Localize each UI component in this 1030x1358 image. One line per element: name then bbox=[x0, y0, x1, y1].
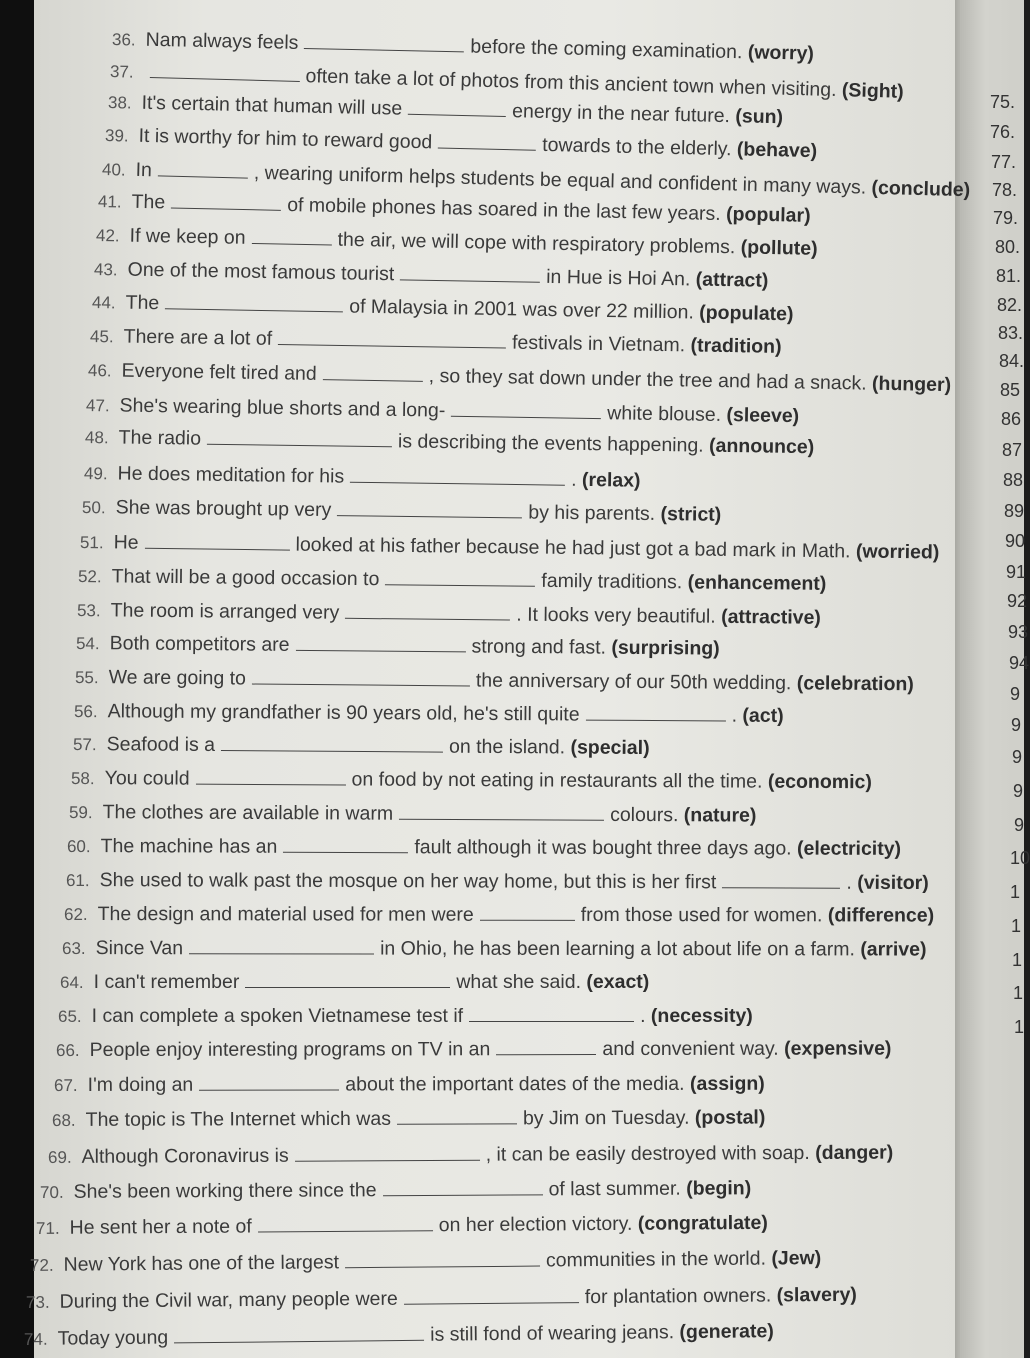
next-page-number: 82. bbox=[997, 295, 1023, 315]
answer-blank[interactable] bbox=[295, 1146, 480, 1162]
answer-blank[interactable] bbox=[245, 973, 450, 988]
next-page-number: 9 bbox=[1012, 747, 1023, 767]
question-number: 72. bbox=[29, 1255, 54, 1275]
question-number: 39. bbox=[104, 126, 129, 146]
answer-blank[interactable] bbox=[207, 430, 392, 448]
question-number: 36. bbox=[111, 30, 136, 50]
question-number: 47. bbox=[85, 396, 110, 416]
question-text-after: family traditions. bbox=[541, 569, 683, 594]
next-page-number: 10 bbox=[1010, 848, 1030, 868]
question-number: 53. bbox=[76, 601, 101, 621]
next-page-number: 87 bbox=[1002, 440, 1023, 460]
keyword-hint: (sleeve) bbox=[726, 404, 800, 428]
keyword-hint: (assign) bbox=[689, 1072, 765, 1095]
next-page-number: 9 bbox=[1014, 815, 1025, 835]
question-62 bbox=[64, 903, 934, 928]
question-number: 70. bbox=[39, 1182, 64, 1202]
question-number: 71. bbox=[35, 1218, 60, 1238]
question-text-before: She used to walk past the mosque on her way home, but this is her first bbox=[99, 869, 717, 894]
keyword-hint: (relax) bbox=[581, 468, 641, 492]
question-number: 46. bbox=[87, 361, 112, 381]
next-page-number: 1 bbox=[1011, 916, 1022, 936]
answer-blank[interactable] bbox=[258, 1216, 433, 1232]
question-text-after: , wearing uniform helps students be equal and confident in many ways. bbox=[253, 161, 867, 199]
question-text-after: colours. bbox=[610, 803, 679, 827]
answer-blank[interactable] bbox=[480, 906, 575, 921]
answer-blank[interactable] bbox=[345, 604, 510, 621]
keyword-hint: (hunger) bbox=[871, 372, 952, 397]
answer-blank[interactable] bbox=[283, 838, 408, 853]
answer-blank[interactable] bbox=[385, 570, 535, 587]
question-69 bbox=[48, 1142, 893, 1169]
question-text-before: Although my grandfather is 90 years old, he's still quite bbox=[107, 700, 580, 726]
question-text-before: It is worthy for him to reward good bbox=[138, 124, 433, 154]
answer-blank[interactable] bbox=[451, 402, 601, 419]
question-57 bbox=[73, 733, 650, 760]
keyword-hint: (attractive) bbox=[721, 605, 821, 629]
keyword-hint: (Jew) bbox=[771, 1247, 822, 1270]
question-text-after: white blouse. bbox=[607, 402, 722, 426]
question-number: 57. bbox=[72, 735, 97, 755]
answer-blank[interactable] bbox=[345, 1252, 540, 1269]
question-text-after: by Jim on Tuesday. bbox=[522, 1106, 690, 1130]
question-text-before: The bbox=[131, 190, 166, 214]
question-67 bbox=[54, 1073, 765, 1097]
next-page-number: 9 bbox=[1010, 684, 1021, 704]
question-text-after: of mobile phones has soared in the last few years. bbox=[286, 193, 721, 226]
question-text-after: about the important dates of the media. bbox=[345, 1072, 685, 1096]
question-number: 73. bbox=[25, 1292, 50, 1312]
next-page-number: 1 bbox=[1014, 1017, 1025, 1037]
question-number: 50. bbox=[81, 498, 106, 518]
question-number: 43. bbox=[93, 260, 118, 280]
keyword-hint: (surprising) bbox=[611, 636, 720, 660]
question-61 bbox=[66, 869, 929, 895]
keyword-hint: (arrive) bbox=[860, 938, 927, 961]
next-page-number: 1 bbox=[1010, 882, 1021, 902]
question-text-before: The radio bbox=[118, 426, 202, 450]
answer-blank[interactable] bbox=[196, 770, 346, 786]
answer-blank[interactable] bbox=[149, 63, 299, 82]
question-text-before: She was brought up very bbox=[115, 496, 332, 522]
question-text-before: You could bbox=[104, 767, 190, 790]
answer-blank[interactable] bbox=[252, 670, 470, 687]
answer-blank[interactable] bbox=[399, 805, 604, 821]
answer-blank[interactable] bbox=[304, 34, 464, 52]
next-page-number: 91 bbox=[1006, 562, 1027, 582]
answer-blank[interactable] bbox=[199, 1076, 339, 1091]
next-page-number: 78. bbox=[992, 180, 1018, 200]
next-page-number: 93 bbox=[1008, 622, 1029, 642]
question-text-after: on her election victory. bbox=[438, 1212, 633, 1237]
next-page-number: 9 bbox=[1011, 715, 1022, 735]
question-number: 52. bbox=[77, 567, 102, 587]
next-page bbox=[960, 0, 1027, 1358]
keyword-hint: (generate) bbox=[679, 1320, 774, 1344]
answer-blank[interactable] bbox=[383, 1180, 543, 1196]
question-text-after: on the island. bbox=[448, 735, 566, 759]
question-text-after: and convenient way. bbox=[602, 1037, 779, 1061]
next-page-number: 94 bbox=[1009, 653, 1030, 673]
question-text-after: is still fond of wearing jeans. bbox=[430, 1321, 675, 1346]
question-text-after: often take a lot of photos from this ancient town when visiting. bbox=[305, 65, 837, 102]
answer-blank[interactable] bbox=[221, 736, 443, 753]
next-page-number: 81. bbox=[996, 266, 1022, 286]
next-page-number: 88 bbox=[1003, 470, 1024, 490]
question-number: 55. bbox=[74, 668, 99, 688]
question-number: 69. bbox=[47, 1147, 72, 1167]
question-text-after: towards to the elderly. bbox=[541, 133, 732, 161]
question-text-after: festivals in Vietnam. bbox=[511, 331, 686, 357]
next-page-number: 76. bbox=[990, 122, 1016, 142]
keyword-hint: (congratulate) bbox=[637, 1211, 768, 1235]
next-page-number: 77. bbox=[991, 152, 1017, 172]
question-number: 61. bbox=[65, 871, 90, 891]
question-text-before: We are going to bbox=[108, 666, 247, 690]
answer-blank[interactable] bbox=[158, 161, 248, 178]
question-number: 62. bbox=[63, 905, 88, 925]
keyword-hint: (strict) bbox=[660, 503, 722, 526]
question-number: 41. bbox=[97, 192, 122, 212]
question-number: 45. bbox=[89, 327, 114, 347]
question-text-before: Seafood is a bbox=[106, 733, 216, 756]
question-text-after: in Hue is Hoi An. bbox=[546, 265, 691, 291]
question-text-before: People enjoy interesting programs on TV in an bbox=[89, 1038, 491, 1061]
answer-blank[interactable] bbox=[323, 365, 423, 382]
question-number: 51. bbox=[79, 533, 104, 553]
question-number: 63. bbox=[61, 939, 86, 959]
question-text-after: strong and fast. bbox=[471, 635, 607, 659]
answer-blank[interactable] bbox=[337, 501, 522, 518]
question-text-after: for plantation owners. bbox=[584, 1284, 772, 1309]
question-text-before: The clothes are available in warm bbox=[102, 801, 394, 825]
keyword-hint: (expensive) bbox=[784, 1037, 892, 1060]
question-text-after: . bbox=[846, 871, 852, 894]
question-text-before: One of the most famous tourist bbox=[127, 258, 395, 286]
keyword-hint: (behave) bbox=[736, 138, 818, 163]
question-number: 49. bbox=[83, 464, 108, 484]
question-number: 48. bbox=[84, 428, 109, 448]
question-number: 66. bbox=[55, 1040, 80, 1060]
question-text-after: fault although it was bought three days ago. bbox=[414, 836, 792, 860]
keyword-hint: (worry) bbox=[747, 41, 815, 65]
question-65 bbox=[58, 1005, 753, 1028]
answer-blank[interactable] bbox=[586, 706, 726, 722]
answer-blank[interactable] bbox=[350, 468, 565, 486]
next-page-number: 86 bbox=[1001, 409, 1022, 429]
keyword-hint: (attract) bbox=[695, 268, 769, 292]
question-number: 65. bbox=[58, 1007, 82, 1026]
keyword-hint: (celebration) bbox=[796, 672, 914, 696]
question-text-after: . bbox=[640, 1005, 646, 1027]
next-page-number: 89 bbox=[1004, 501, 1025, 521]
question-number: 54. bbox=[75, 634, 100, 654]
next-page-number: 1 bbox=[1013, 983, 1024, 1003]
keyword-hint: (pollute) bbox=[740, 236, 818, 260]
next-page-number: 75. bbox=[990, 92, 1016, 112]
keyword-hint: (electricity) bbox=[796, 837, 902, 860]
answer-blank[interactable] bbox=[189, 939, 374, 954]
keyword-hint: (enhancement) bbox=[687, 571, 827, 595]
question-70 bbox=[40, 1177, 751, 1204]
keyword-hint: (begin) bbox=[686, 1177, 752, 1200]
question-64 bbox=[60, 971, 649, 994]
answer-blank[interactable] bbox=[252, 229, 332, 246]
next-page-number: 92 bbox=[1007, 591, 1028, 611]
question-59 bbox=[69, 801, 757, 828]
question-text-before: Although Coronavirus is bbox=[81, 1144, 289, 1168]
question-text-before: The design and material used for men were bbox=[97, 903, 474, 926]
answer-blank[interactable] bbox=[397, 1109, 517, 1124]
keyword-hint: (popular) bbox=[725, 203, 811, 227]
question-text-after: is describing the events happening. bbox=[397, 430, 704, 457]
next-page-number: 90 bbox=[1005, 531, 1026, 551]
question-text-before: I can complete a spoken Vietnamese test if bbox=[91, 1005, 464, 1027]
next-page-number: 79. bbox=[993, 208, 1019, 228]
keyword-hint: (tradition) bbox=[690, 334, 782, 358]
question-58 bbox=[71, 767, 872, 794]
next-page-number: 85 bbox=[1000, 380, 1021, 400]
question-text-before: That will be a good occasion to bbox=[111, 565, 380, 591]
answer-blank[interactable] bbox=[165, 294, 343, 312]
question-text-before: Today young bbox=[57, 1326, 169, 1350]
question-text-after: . bbox=[731, 704, 738, 727]
question-63 bbox=[62, 937, 926, 962]
question-text-before: Nam always feels bbox=[145, 28, 299, 54]
question-text-after: communities in the world. bbox=[545, 1247, 767, 1272]
question-number: 56. bbox=[73, 702, 98, 722]
keyword-hint: (Sight) bbox=[841, 79, 904, 103]
question-text-before: I can't remember bbox=[93, 971, 240, 993]
keyword-hint: (exact) bbox=[586, 971, 650, 993]
question-text-after: by his parents. bbox=[528, 501, 656, 526]
next-page-number: 80. bbox=[995, 237, 1021, 257]
answer-blank[interactable] bbox=[469, 1007, 634, 1022]
question-number: 38. bbox=[107, 93, 132, 113]
question-text-after: of last summer. bbox=[548, 1177, 681, 1201]
question-text-before: He bbox=[113, 531, 139, 554]
question-text-before: The bbox=[125, 291, 160, 315]
keyword-hint: (economic) bbox=[767, 770, 872, 794]
question-text-before: There are a lot of bbox=[123, 325, 273, 350]
answer-blank[interactable] bbox=[408, 100, 506, 117]
question-text-after: energy in the near future. bbox=[511, 100, 731, 128]
answer-blank[interactable] bbox=[438, 134, 536, 151]
keyword-hint: (slavery) bbox=[776, 1283, 857, 1307]
keyword-hint: (nature) bbox=[683, 804, 757, 827]
question-number: 40. bbox=[101, 160, 126, 180]
keyword-hint: (difference) bbox=[827, 904, 935, 927]
question-number: 37. bbox=[109, 62, 134, 82]
question-text-before: He sent her a note of bbox=[69, 1215, 252, 1239]
question-number: 42. bbox=[95, 226, 120, 246]
question-text-before: Everyone felt tired and bbox=[121, 359, 317, 385]
question-text-before: She's been working there since the bbox=[73, 1179, 377, 1203]
question-text-after: on food by not eating in restaurants all the time. bbox=[351, 768, 763, 793]
question-number: 64. bbox=[60, 973, 84, 992]
question-text-after: the anniversary of our 50th wedding. bbox=[475, 669, 792, 695]
question-66 bbox=[56, 1038, 891, 1062]
question-text-before: The room is arranged very bbox=[110, 599, 340, 624]
question-number: 44. bbox=[91, 293, 116, 313]
question-number: 60. bbox=[66, 837, 91, 857]
keyword-hint: (populate) bbox=[699, 301, 794, 326]
answer-blank[interactable] bbox=[296, 636, 466, 652]
keyword-hint: (postal) bbox=[694, 1106, 766, 1129]
question-text-before: It's certain that human will use bbox=[141, 91, 403, 120]
answer-blank[interactable] bbox=[400, 265, 540, 282]
question-number: 67. bbox=[53, 1075, 78, 1095]
question-text-before: She's wearing blue shorts and a long- bbox=[119, 394, 446, 422]
question-text-after: in Ohio, he has been learning a lot about life on a farm. bbox=[380, 937, 855, 961]
question-number: 58. bbox=[70, 769, 95, 789]
question-number: 59. bbox=[68, 803, 93, 823]
next-page-number: 9 bbox=[1013, 781, 1024, 801]
question-text-after: the air, we will cope with respiratory problems. bbox=[337, 228, 736, 259]
answer-blank[interactable] bbox=[145, 534, 290, 551]
question-number: 68. bbox=[51, 1110, 76, 1130]
question-text-before: He does meditation for his bbox=[117, 462, 345, 488]
question-60 bbox=[67, 835, 901, 861]
question-68 bbox=[52, 1107, 765, 1132]
question-text-after: from those used for women. bbox=[580, 903, 823, 927]
question-number: 74. bbox=[23, 1329, 48, 1349]
keyword-hint: (danger) bbox=[815, 1141, 894, 1164]
question-text-after: before the coming examination. bbox=[470, 35, 743, 64]
question-text-before: New York has one of the largest bbox=[63, 1251, 340, 1276]
question-text-after: . bbox=[570, 468, 577, 491]
question-text-before: During the Civil war, many people were bbox=[59, 1287, 398, 1313]
keyword-hint: (special) bbox=[570, 736, 650, 760]
next-page-number: 83. bbox=[998, 323, 1024, 343]
keyword-hint: (act) bbox=[742, 704, 784, 727]
question-text-after: , so they sat down under the tree and had a snack. bbox=[428, 364, 867, 395]
answer-blank[interactable] bbox=[278, 330, 506, 349]
keyword-hint: (conclude) bbox=[871, 176, 971, 202]
question-text-before: The topic is The Internet which was bbox=[85, 1107, 391, 1131]
question-text-before: If we keep on bbox=[129, 224, 246, 249]
question-text-after: . It looks very beautiful. bbox=[516, 603, 716, 628]
answer-blank[interactable] bbox=[722, 873, 840, 888]
answer-blank[interactable] bbox=[496, 1040, 596, 1055]
question-text-before: Both competitors are bbox=[109, 632, 290, 656]
next-page-number: 1 bbox=[1012, 950, 1023, 970]
keyword-hint: (necessity) bbox=[650, 1005, 753, 1027]
question-text-after: , it can be easily destroyed with soap. bbox=[485, 1142, 810, 1166]
question-text-before: Since Van bbox=[95, 937, 184, 960]
keyword-hint: (visitor) bbox=[857, 871, 929, 895]
question-text-before: I'm doing an bbox=[87, 1073, 194, 1096]
question-text-after: looked at his father because he had just got a bad mark in Math. bbox=[295, 533, 851, 563]
question-text-after: of Malaysia in 2001 was over 22 million. bbox=[349, 295, 695, 324]
keyword-hint: (announce) bbox=[708, 434, 815, 459]
keyword-hint: (sun) bbox=[735, 105, 784, 129]
next-page-number: 84. bbox=[999, 351, 1025, 371]
question-text-before: In bbox=[135, 158, 153, 182]
answer-blank[interactable] bbox=[174, 1326, 424, 1344]
answer-blank[interactable] bbox=[171, 194, 281, 211]
question-text-after: what she said. bbox=[456, 971, 581, 993]
answer-blank[interactable] bbox=[404, 1288, 579, 1305]
keyword-hint: (worried) bbox=[855, 540, 940, 564]
question-text-before: The machine has an bbox=[100, 835, 278, 858]
